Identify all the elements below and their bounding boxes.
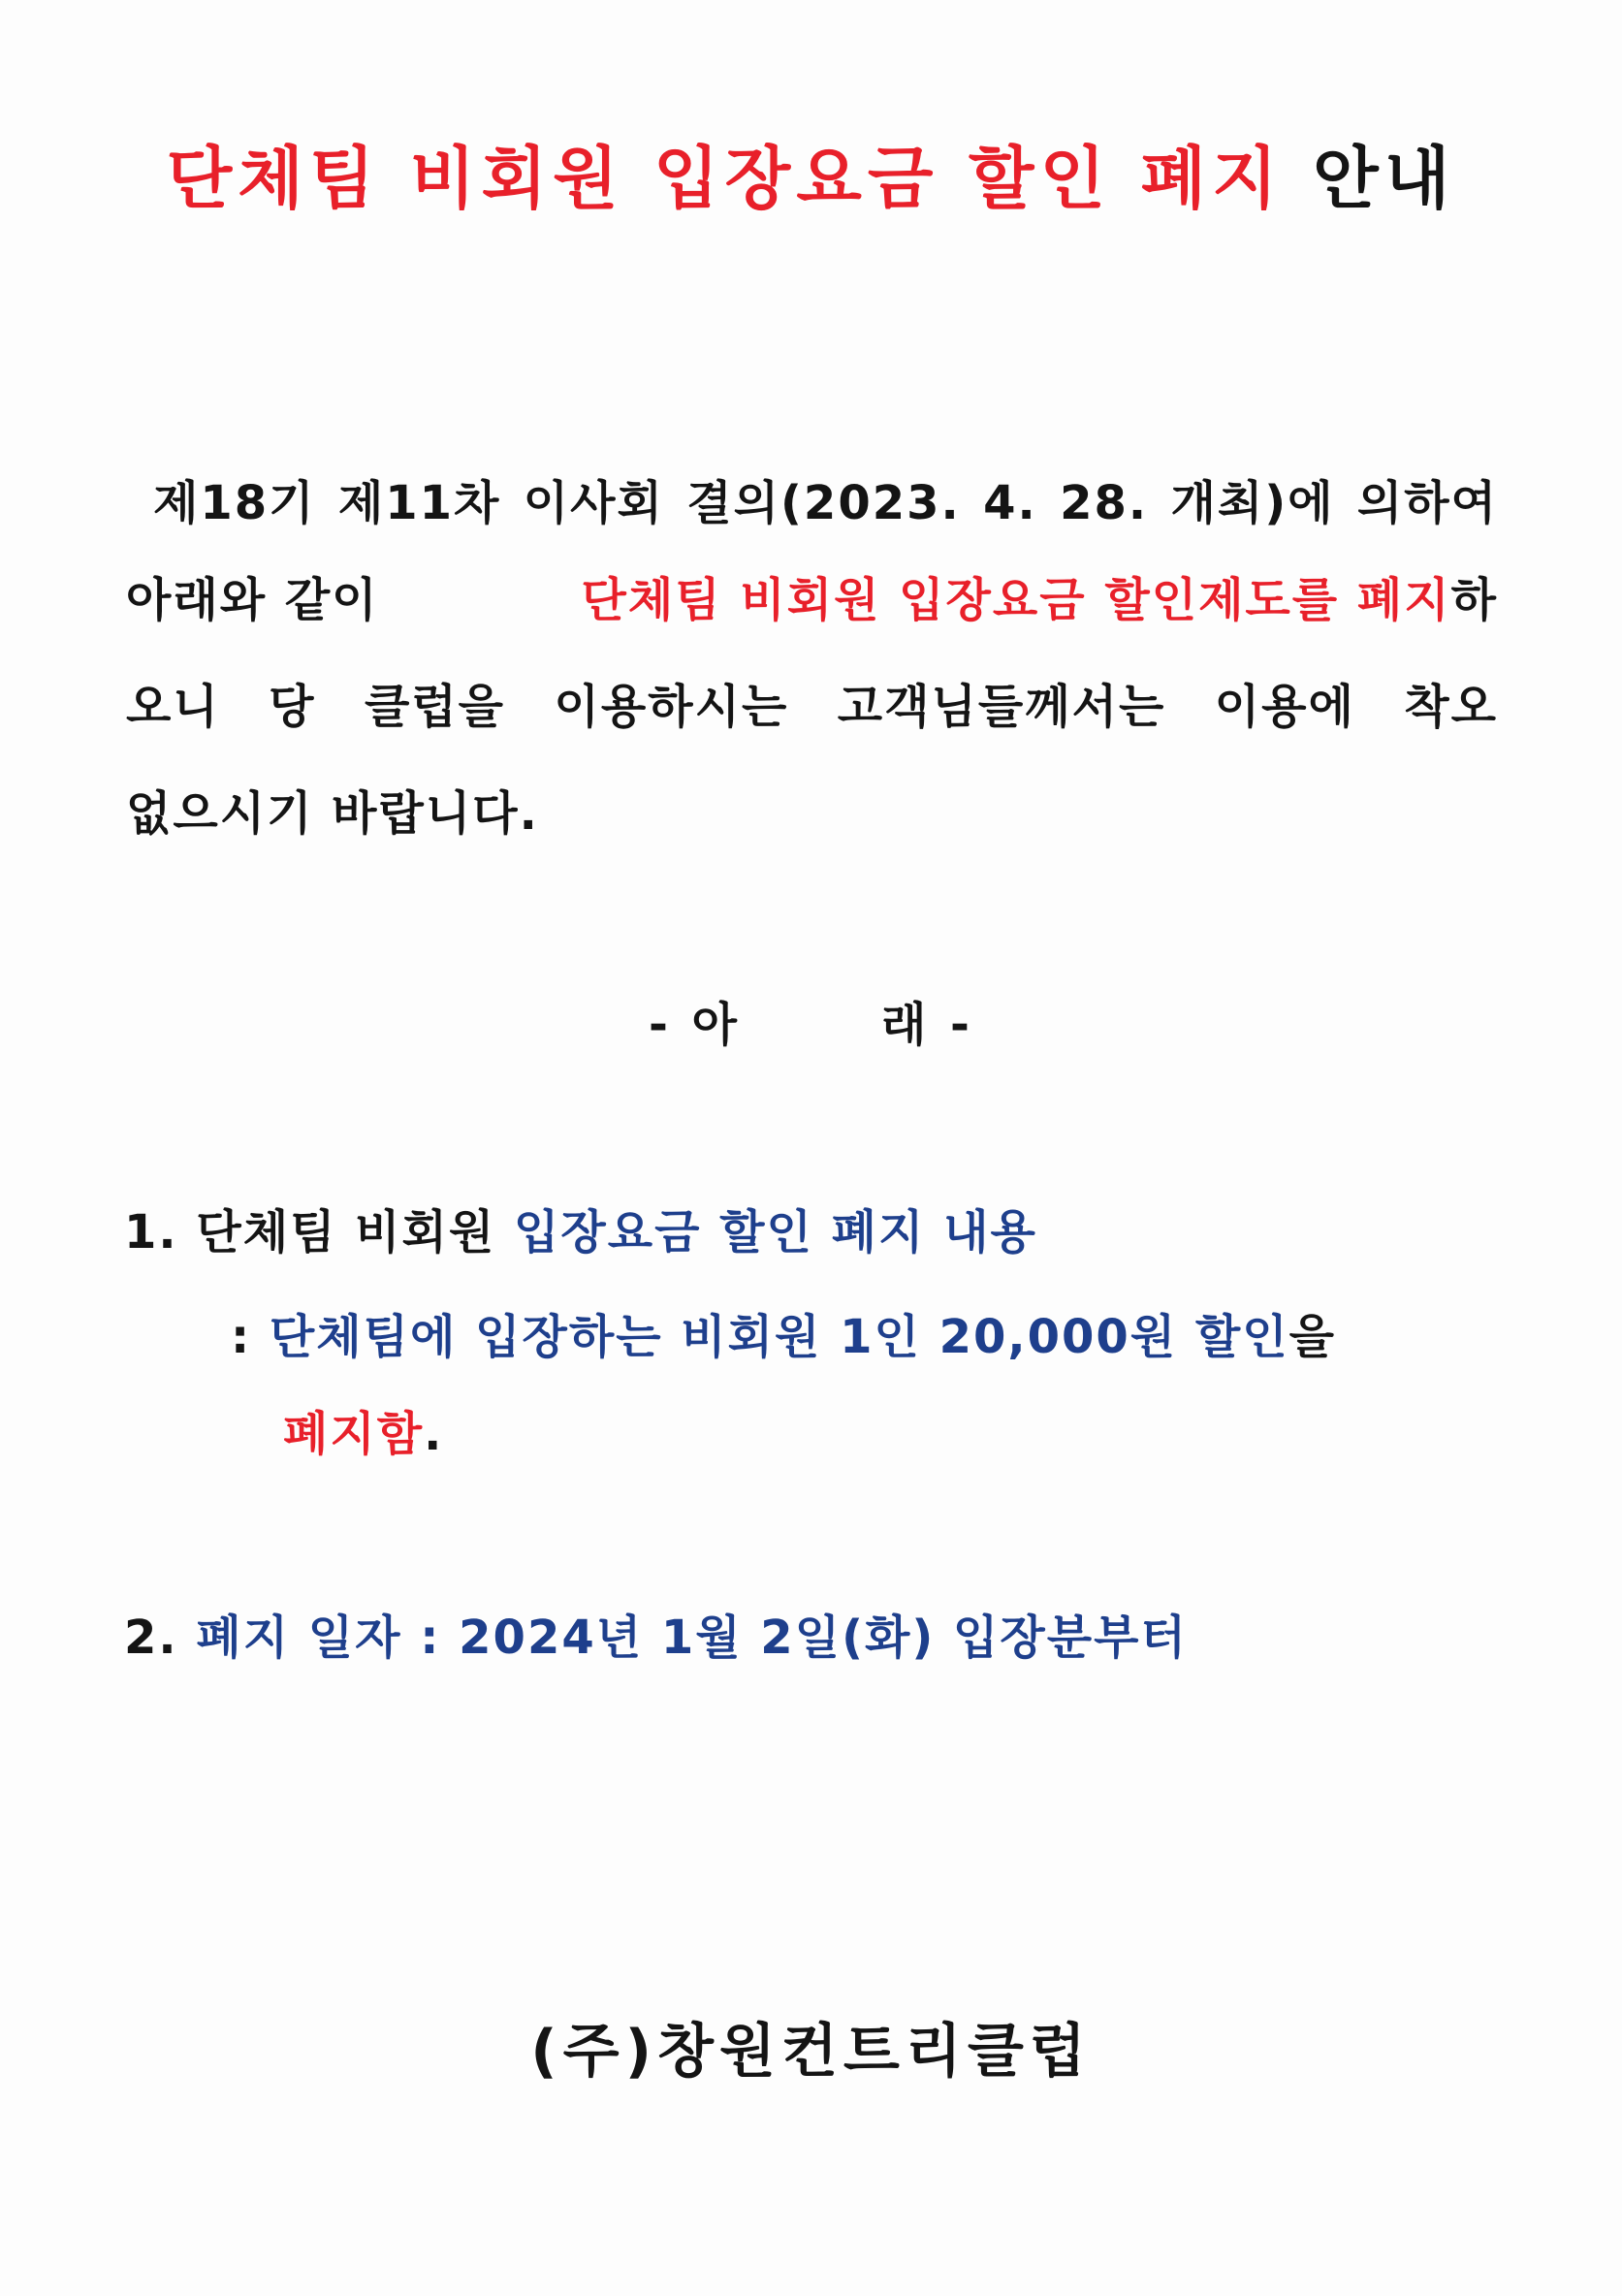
item-2 [124,1600,1188,1667]
issuer-name: (주)창원컨트리클럽 [530,2018,1092,2086]
item-1-black: 단체팀 비회원 [196,1205,496,1260]
section-heading: - 아 래 - [649,998,973,1052]
item-1-detail-2-red: 폐지함 [283,1407,425,1461]
item-1-blue: 입장요금 할인 폐지 내용 [514,1205,1037,1260]
body-line-2-highlight: 단체팀 비회원 입장요금 할인제도를 폐지 [581,573,1451,627]
body-line-2-post: 하 [1450,573,1498,627]
body-line-3-text: 오니 당 클럽을 이용하시는 고객님들께서는 이용에 착오 [126,680,1498,734]
body-line-4-text: 없으시기 바랍니다. [126,786,539,841]
body-line-4 [126,776,539,843]
item-1-detail-2-post: . [424,1407,444,1461]
body-line-2 [126,562,1498,629]
body-line-3 [126,669,1498,736]
title-red-part: 단체팀 비회원 입장요금 할인 폐지 [166,139,1284,218]
notice-title [0,124,1622,222]
item-1-detail-colon: : [231,1310,252,1364]
item-2-blue: 폐지 일자 : 2024년 1월 2일(화) 입장분부터 [196,1610,1188,1665]
item-1-detail-post: 을 [1288,1310,1336,1364]
item-1 [124,1195,1037,1261]
item-2-number: 2. [124,1610,178,1665]
item-1-detail-2 [283,1396,443,1463]
item-1-detail [231,1299,1336,1366]
item-1-detail-blue: 단체팀에 입장하는 비회원 1인 20,000원 할인 [269,1310,1289,1364]
item-1-number: 1. [124,1205,178,1260]
body-line-1 [126,465,1498,532]
body-line-1-text: 제18기 제11차 이사회 결의(2023. 4. 28. 개최)에 의하여 [153,476,1498,530]
title-black-part: 안내 [1313,139,1456,218]
body-line-2-pre: 아래와 같이 [126,573,379,627]
